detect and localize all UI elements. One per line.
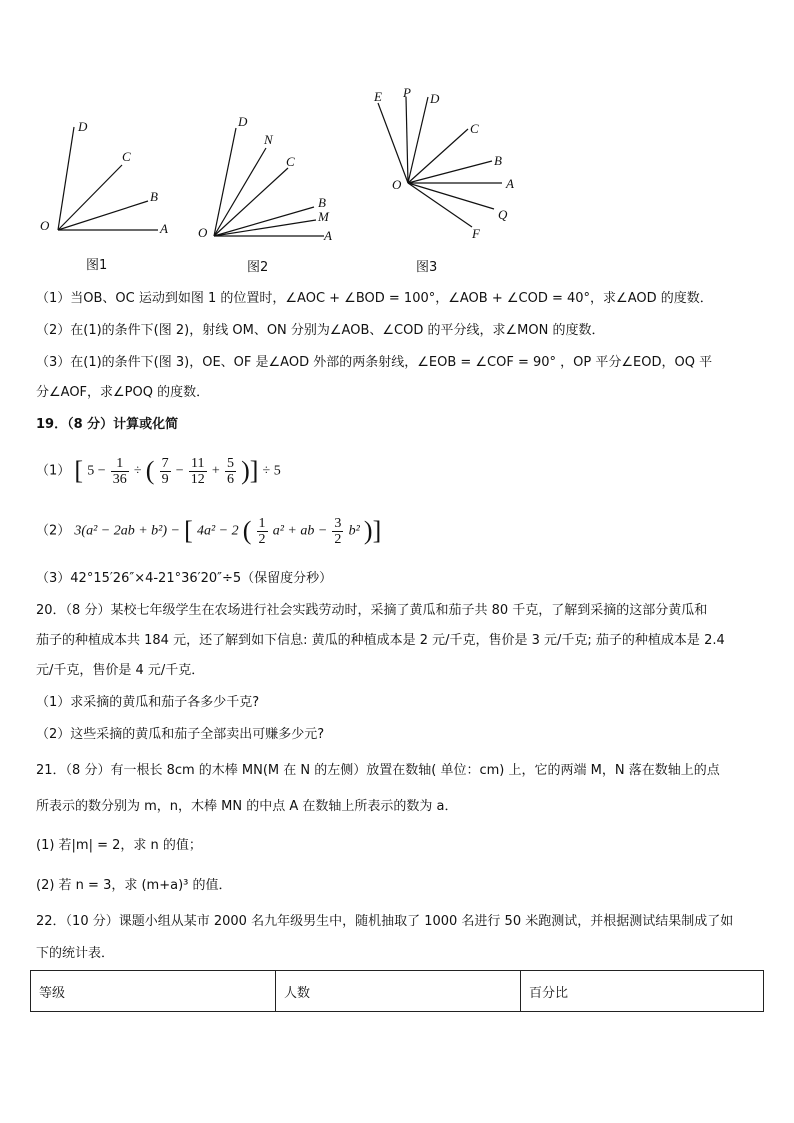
q21-sub-2: (2) 若 n = 3，求 (m+a)³ 的值． (36, 878, 232, 893)
q18-part-2: （2）在(1)的条件下(图 2)，射线 OM、ON 分别为∠AOB、∠COD 的平分线，求∠MON 的度数． (36, 323, 605, 338)
q22-line-1: 22．（10 分）课题小组从某市 2000 名九年级男生中，随机抽取了 1000 名进行 50 米跑测试，并根据测试结果制成了如 (36, 914, 734, 929)
fraction: $\frac{1}{2}$ (258, 515, 266, 547)
label-c: C (470, 121, 479, 136)
figure-1-diagram (36, 115, 186, 245)
label-p: P (403, 85, 411, 100)
figure-2-caption: 图2 (247, 260, 269, 275)
ray-od (214, 128, 236, 236)
label-d: D (238, 114, 248, 129)
q18-part-3-line-2: 分∠AOF，求∠POQ 的度数． (36, 385, 210, 400)
q19-expression-3: （3）42°15′26″×4-21°36′20″÷5（保留度分秒） (36, 571, 333, 586)
label-a: A (506, 176, 514, 191)
header-grade: 等级 (31, 971, 276, 1012)
figure-2-diagram (196, 112, 346, 242)
formula-glyph: 4a² − 2 (196, 523, 239, 539)
label-d: D (430, 91, 440, 106)
q19-expression-1 (36, 448, 764, 494)
ray-op (406, 97, 408, 183)
q20-sub-1: （1）求采摘的黄瓜和茄子各多少千克? (36, 695, 260, 710)
formula-glyph: ÷ (133, 463, 142, 479)
formula-glyph: a² + ab − (272, 523, 328, 539)
label-o: O (392, 177, 402, 192)
header-percent: 百分比 (521, 971, 764, 1012)
q18-part-1: （1）当OB、OC 运动到如图 1 的位置时，∠AOC + ∠BOD = 100°，∠AOB + ∠COD = 40°，求∠AOD 的度数． (36, 291, 713, 306)
q21-line-1: 21．（8 分）有一根长 8cm 的木棒 MN(M 在 N 的左侧）放置在数轴( 单位：cm) 上，它的两端 M，N 落在数轴上的点 (36, 763, 720, 778)
figure-1-caption: 图1 (86, 258, 108, 273)
q19-e2-label: （2） (36, 523, 71, 539)
ray-of (408, 183, 472, 227)
fraction: $\frac{5}{6}$ (226, 455, 234, 487)
figure-3 (366, 85, 526, 245)
figure-3-caption: 图3 (416, 260, 438, 275)
formula-glyph: − (175, 463, 184, 479)
fraction: $\frac{11}{12}$ (190, 455, 205, 487)
figure-2 (196, 112, 346, 242)
label-c: C (286, 154, 295, 169)
figure-3-diagram (366, 85, 526, 245)
formula-glyph: ( (242, 516, 252, 545)
formula-glyph: [ (184, 516, 193, 545)
ray-oq (408, 183, 494, 209)
formula-glyph: ( (145, 456, 155, 485)
label-n: N (264, 132, 273, 147)
q22-line-2: 下的统计表． (36, 946, 115, 961)
figure-1 (36, 115, 186, 245)
formula-glyph: )] (363, 516, 382, 545)
ray-od (58, 127, 74, 230)
table-header-row (31, 971, 764, 1012)
q20-line-1: 20．（8 分）某校七年级学生在农场进行社会实践劳动时，采摘了黄瓜和茄子共 80 千克，了解到采摘的这部分黄瓜和 (36, 603, 708, 618)
ray-oe (378, 103, 408, 183)
label-b: B (150, 189, 158, 204)
label-o: O (198, 225, 208, 240)
q21-sub-1: (1) 若|m| = 2，求 n 的值； (36, 838, 202, 853)
q21-line-2: 所表示的数分别为 m，n，木棒 MN 的中点 A 在数轴上所表示的数为 a． (36, 799, 458, 814)
statistics-table (30, 970, 764, 1012)
q19-title: 19．（8 分）计算或化简 (36, 417, 179, 432)
label-b: B (318, 195, 326, 210)
label-e: E (374, 89, 382, 104)
q20-sub-2: （2）这些采摘的黄瓜和茄子全部卖出可赚多少元? (36, 727, 325, 742)
label-c: C (122, 149, 131, 164)
formula-glyph: b² (348, 523, 360, 539)
fraction: $\frac{7}{9}$ (161, 455, 169, 487)
label-f: F (472, 226, 480, 241)
formula-glyph: 3(a² − 2ab + b²) − (74, 523, 180, 539)
label-q: Q (498, 207, 508, 222)
formula-glyph: [ (74, 456, 84, 485)
q19-expression-2 (36, 508, 764, 554)
label-b: B (494, 153, 502, 168)
label-d: D (78, 119, 88, 134)
q19-e1-label: （1） (36, 463, 71, 479)
q18-part-3-line-1: （3）在(1)的条件下(图 3)，OE、OF 是∠AOD 外部的两条射线，∠EOB = ∠COF = 90° ，OP 平分∠EOD，OQ 平 (36, 355, 713, 370)
formula-glyph: + (211, 463, 220, 479)
label-o: O (40, 218, 50, 233)
formula-glyph: )] (241, 456, 259, 485)
header-count: 人数 (276, 971, 521, 1012)
label-m: M (318, 209, 329, 224)
formula-glyph: 5 − (87, 463, 106, 479)
q20-line-2: 茄子的种植成本共 184 元，还了解到如下信息: 黄瓜的种植成本是 2 元/千克，售价是 3 元/千克; 茄子的种植成本是 2.4 (36, 633, 725, 648)
fraction: $\frac{1}{36}$ (112, 455, 127, 487)
fraction: $\frac{3}{2}$ (334, 515, 342, 547)
q20-line-3: 元/千克，售价是 4 元/千克． (36, 663, 205, 678)
formula-glyph: ÷ 5 (262, 463, 281, 479)
label-a: A (324, 228, 332, 243)
label-a: A (160, 221, 168, 236)
ray-od (408, 97, 428, 183)
